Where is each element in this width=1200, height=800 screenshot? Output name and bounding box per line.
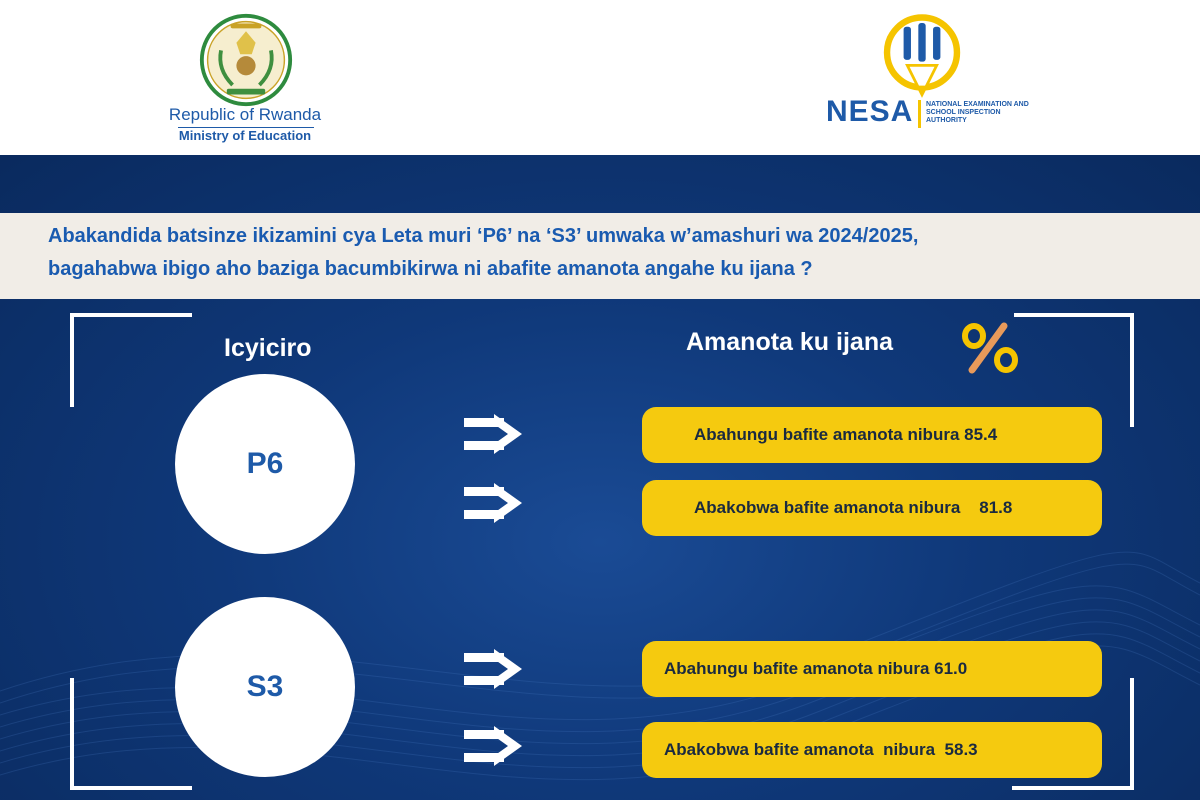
level-circle-s3 — [175, 597, 355, 777]
question-line-2: bagahabwa ibigo aho baziga bacumbikirwa ni abafite amanota angahe ku ijana ? — [48, 258, 813, 280]
score-column-header: Amanota ku ijana — [686, 328, 893, 356]
arrow-right-icon — [462, 479, 526, 527]
header — [0, 0, 1200, 155]
p6-girls-score: Abakobwa bafite amanota nibura 81.8 — [642, 480, 1102, 536]
bracket-top-left — [70, 313, 192, 407]
p6-boys-score: Abahungu bafite amanota nibura 85.4 — [642, 407, 1102, 463]
level-circle-p6 — [175, 374, 355, 554]
level-label: P6 — [246, 447, 284, 480]
arrow-right-icon — [462, 410, 526, 458]
question-line-1: Abakandida batsinze ikizamini cya Leta muri ‘P6’ na ‘S3’ umwaka w’amashuri wa 2024/2025, — [48, 225, 919, 247]
nesa-divider — [918, 100, 921, 128]
nesa-full-name: NATIONAL EXAMINATION AND SCHOOL INSPECTION AUTHORITY — [926, 101, 1029, 124]
arrow-right-icon — [462, 722, 526, 770]
coat-of-arms-icon — [198, 12, 294, 108]
ministry-name: Ministry of Education — [178, 128, 312, 143]
bracket-bottom-left — [70, 678, 192, 790]
level-label: S3 — [246, 670, 284, 703]
question-text — [48, 220, 1178, 286]
arrow-right-icon — [462, 645, 526, 693]
s3-boys-score: Abahungu bafite amanota nibura 61.0 — [642, 641, 1102, 697]
s3-girls-score: Abakobwa bafite amanota nibura 58.3 — [642, 722, 1102, 778]
level-column-header: Icyiciro — [224, 334, 312, 362]
gov-name: Republic of Rwanda — [168, 105, 322, 124]
nesa-logo-icon — [876, 12, 968, 104]
nesa-name: NESA — [826, 95, 914, 128]
percent-icon — [960, 322, 1020, 374]
